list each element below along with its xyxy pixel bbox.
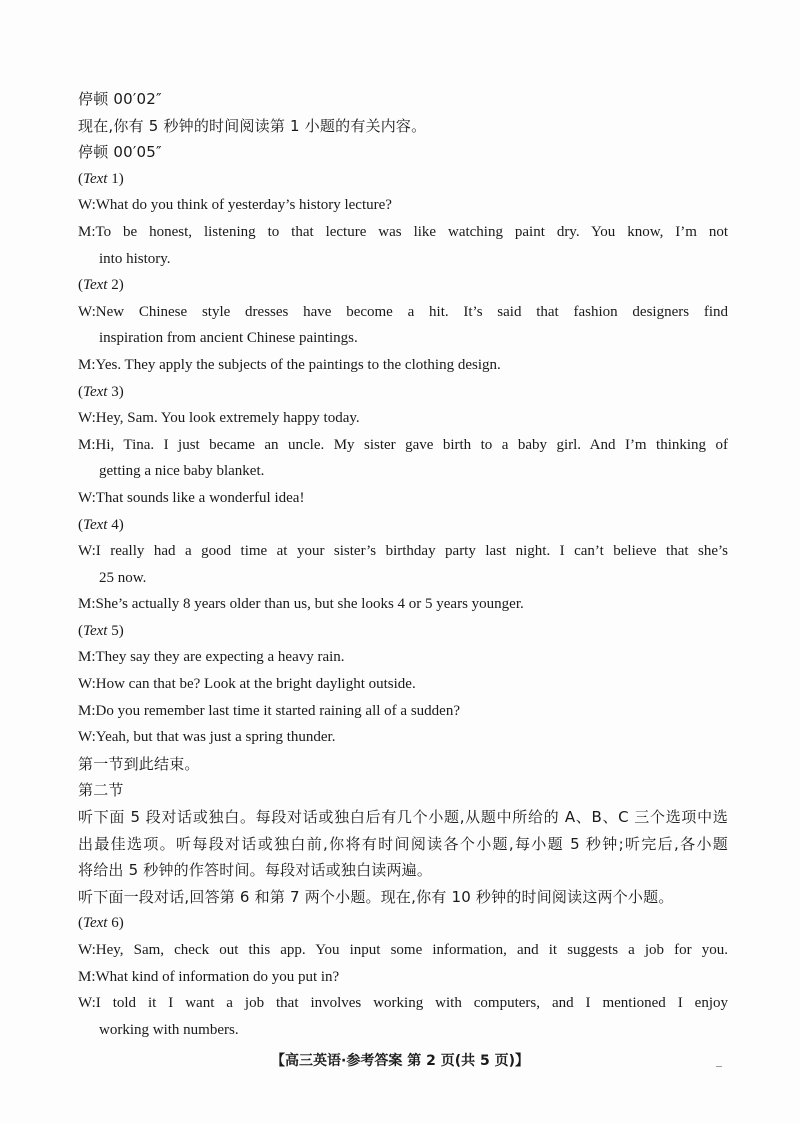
dialogue-line: M:What kind of information do you put in? <box>78 968 340 985</box>
text-6-label: (Text 6) <box>78 915 124 932</box>
section-title: 第二节 <box>78 781 124 800</box>
document-body <box>78 86 728 1043</box>
dialogue-line: M:They say they are expecting a heavy rain. <box>78 649 345 666</box>
dialogue-line-continued: 25 now. <box>99 569 147 586</box>
text-1-label: (Text 1) <box>78 170 124 187</box>
section-instructions: 听下面 5 段对话或独白。每段对话或独白后有几个小题,从题中所给的 A、B、C 三个选项中选 <box>78 808 728 827</box>
dialogue-line-continued: getting a nice baby blanket. <box>99 463 265 480</box>
pause-marker: 停顿 00′05″ <box>78 143 162 162</box>
dialogue-line: W:What do you think of yesterday’s history lecture? <box>78 197 392 214</box>
dialogue-line: W:How can that be? Look at the bright daylight outside. <box>78 676 416 693</box>
text-6-instructions: 听下面一段对话,回答第 6 和第 7 两个小题。现在,你有 10 秒钟的时间阅读这两个小题。 <box>78 887 674 906</box>
dialogue-line: M:Do you remember last time it started raining all of a sudden? <box>78 702 460 719</box>
dialogue-line: M:To be honest, listening to that lecture was like watching paint dry. You know, I’m not <box>78 223 728 240</box>
dialogue-line-continued: working with numbers. <box>99 1021 239 1038</box>
dialogue-line: W:Yeah, but that was just a spring thunder. <box>78 729 336 746</box>
page-footer: 【高三英语·参考答案 第 2 页(共 5 页)】 <box>271 1053 529 1069</box>
dialogue-line: M:Hi, Tina. I just became an uncle. My sister gave birth to a baby girl. And I’m thinking of <box>78 436 728 453</box>
dialogue-line-continued: into history. <box>99 250 171 267</box>
dialogue-line: W:That sounds like a wonderful idea! <box>78 489 305 506</box>
dialogue-line: W:I told it I want a job that involves working with computers, and I mentioned I enjoy <box>78 995 728 1012</box>
text-3-label: (Text 3) <box>78 383 124 400</box>
text-4-label: (Text 4) <box>78 516 124 533</box>
dialogue-line-continued: inspiration from ancient Chinese paintings. <box>99 330 358 347</box>
dialogue-line: W:I really had a good time at your sister’s birthday party last night. I can’t believe that she’s <box>78 543 728 560</box>
pause-marker: 停顿 00′02″ <box>78 90 162 108</box>
dialogue-line: W:Hey, Sam, check out this app. You input some information, and it suggests a job for you. <box>78 942 728 958</box>
dialogue-line: W:New Chinese style dresses have become a hit. It’s said that fashion designers find <box>78 303 728 320</box>
dialogue-line: W:Hey, Sam. You look extremely happy today. <box>78 410 360 427</box>
section-instructions: 将给出 5 秒钟的作答时间。每段对话或独白读两遍。 <box>78 861 433 880</box>
instruction-text: 现在,你有 5 秒钟的时间阅读第 1 小题的有关内容。 <box>78 116 427 135</box>
dialogue-line: M:Yes. They apply the subjects of the paintings to the clothing design. <box>78 356 501 373</box>
section-end-text: 第一节到此结束。 <box>78 754 200 773</box>
corner-mark: – <box>716 1058 722 1072</box>
text-5-label: (Text 5) <box>78 622 124 639</box>
dialogue-line: M:She’s actually 8 years older than us, but she looks 4 or 5 years younger. <box>78 596 524 613</box>
section-instructions: 出最佳选项。听每段对话或独白前,你将有时间阅读各个小题,每小题 5 秒钟;听完后,各小题 <box>78 834 728 853</box>
text-2-label: (Text 2) <box>78 277 124 294</box>
